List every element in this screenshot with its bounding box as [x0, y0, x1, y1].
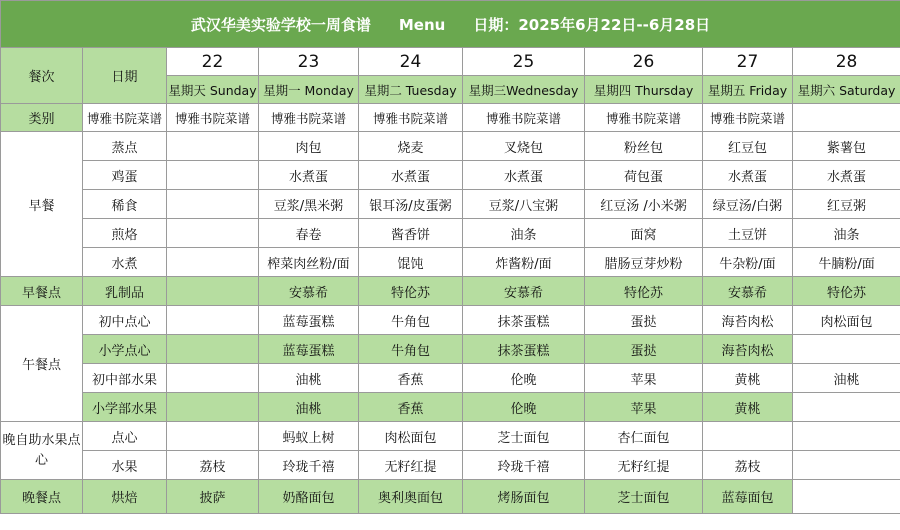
date-range: 日期：2025年6月22日--6月28日: [473, 15, 711, 34]
menu-cell: 安慕希: [703, 277, 793, 306]
menu-cell: 蛋挞: [585, 306, 703, 335]
menu-cell: 牛角包: [359, 335, 463, 364]
row-label: 烘焙: [83, 480, 167, 514]
group-evening-self-service: 晚自助水果点心: [1, 422, 83, 480]
menu-cell: [793, 451, 900, 480]
menu-cell: 水煮蛋: [259, 161, 359, 190]
menu-cell: 蛋挞: [585, 335, 703, 364]
day-number: 28: [793, 48, 900, 76]
menu-cell: 叉烧包: [463, 132, 585, 161]
menu-row: [1, 161, 900, 190]
menu-cell: 伦晚: [463, 393, 585, 422]
menu-cell: 伦晚: [463, 364, 585, 393]
menu-cell: 豆浆/八宝粥: [463, 190, 585, 219]
menu-cell: 抹茶蛋糕: [463, 335, 585, 364]
row-label: 煎烙: [83, 219, 167, 248]
menu-cell: 水煮蛋: [703, 161, 793, 190]
menu-cell: 油条: [793, 219, 900, 248]
menu-row: [1, 190, 900, 219]
menu-cell: 玲珑千禧: [259, 451, 359, 480]
row-label: 稀食: [83, 190, 167, 219]
menu-row: [1, 277, 900, 306]
menu-cell: [167, 132, 259, 161]
menu-cell: 芝士面包: [463, 422, 585, 451]
menu-row: [1, 422, 900, 451]
menu-row: [1, 480, 900, 514]
menu-cell: [793, 480, 900, 514]
menu-cell: 牛腩粉/面: [793, 248, 900, 277]
menu-cell: 榨菜肉丝粉/面: [259, 248, 359, 277]
menu-row: [1, 219, 900, 248]
menu-cell: [167, 248, 259, 277]
category-cell: 博雅书院菜谱: [703, 104, 793, 132]
menu-cell: 肉松面包: [359, 422, 463, 451]
weekday-label: 星期四 Thursday: [585, 76, 703, 104]
menu-cell: [703, 422, 793, 451]
menu-cell: [167, 335, 259, 364]
menu-cell: 酱香饼: [359, 219, 463, 248]
menu-cell: 牛杂粉/面: [703, 248, 793, 277]
row-label: 小学点心: [83, 335, 167, 364]
weekday-label: 星期五 Friday: [703, 76, 793, 104]
menu-row: [1, 248, 900, 277]
menu-cell: 苹果: [585, 364, 703, 393]
category-cell: 博雅书院菜谱: [585, 104, 703, 132]
menu-cell: 粉丝包: [585, 132, 703, 161]
page-title: [1, 1, 900, 48]
menu-cell: 蓝莓蛋糕: [259, 306, 359, 335]
menu-cell: 蚂蚁上树: [259, 422, 359, 451]
menu-row: [1, 132, 900, 161]
row-label: 小学部水果: [83, 393, 167, 422]
menu-cell: 油桃: [793, 364, 900, 393]
menu-cell: 紫薯包: [793, 132, 900, 161]
menu-cell: 水煮蛋: [463, 161, 585, 190]
category-cell: 博雅书院菜谱: [359, 104, 463, 132]
menu-cell: 奥利奥面包: [359, 480, 463, 514]
menu-cell: 绿豆汤/白粥: [703, 190, 793, 219]
menu-cell: 烤肠面包: [463, 480, 585, 514]
menu-cell: 蓝莓蛋糕: [259, 335, 359, 364]
menu-cell: 油桃: [259, 364, 359, 393]
menu-cell: [793, 393, 900, 422]
menu-cell: 安慕希: [259, 277, 359, 306]
menu-cell: 炸酱粉/面: [463, 248, 585, 277]
menu-cell: 抹茶蛋糕: [463, 306, 585, 335]
menu-row: [1, 364, 900, 393]
school-menu-title: 武汉华美实验学校一周食谱: [190, 15, 371, 34]
menu-cell: 荷包蛋: [585, 161, 703, 190]
menu-cell: 水煮蛋: [359, 161, 463, 190]
menu-cell: 荔枝: [167, 451, 259, 480]
menu-row: [1, 393, 900, 422]
weekday-label: 星期二 Tuesday: [359, 76, 463, 104]
row-label: 水果: [83, 451, 167, 480]
group-breakfast: 早餐: [1, 132, 83, 277]
menu-cell: 黄桃: [703, 364, 793, 393]
menu-row: [1, 306, 900, 335]
menu-cell: 烧麦: [359, 132, 463, 161]
day-number: 26: [585, 48, 703, 76]
row-label: 蒸点: [83, 132, 167, 161]
menu-cell: 牛角包: [359, 306, 463, 335]
day-number: 25: [463, 48, 585, 76]
menu-cell: [167, 219, 259, 248]
menu-cell: [167, 306, 259, 335]
menu-cell: [167, 364, 259, 393]
row-label: 乳制品: [83, 277, 167, 306]
menu-cell: [167, 393, 259, 422]
row-label: 初中点心: [83, 306, 167, 335]
menu-cell: 油桃: [259, 393, 359, 422]
menu-cell: 苹果: [585, 393, 703, 422]
menu-cell: 油条: [463, 219, 585, 248]
row-label: 点心: [83, 422, 167, 451]
group-dinner-snack: 晚餐点: [1, 480, 83, 514]
menu-cell: 红豆汤 /小米粥: [585, 190, 703, 219]
menu-cell: 银耳汤/皮蛋粥: [359, 190, 463, 219]
row-label: 鸡蛋: [83, 161, 167, 190]
menu-row: [1, 451, 900, 480]
menu-cell: 奶酪面包: [259, 480, 359, 514]
group-breakfast-snack: 早餐点: [1, 277, 83, 306]
group-lunch-snack: 午餐点: [1, 306, 83, 422]
menu-cell: 特伦苏: [585, 277, 703, 306]
menu-cell: 豆浆/黑米粥: [259, 190, 359, 219]
menu-cell: 馄饨: [359, 248, 463, 277]
menu-cell: [793, 335, 900, 364]
menu-label: Menu: [398, 15, 446, 34]
menu-row: [1, 335, 900, 364]
menu-cell: 蓝莓面包: [703, 480, 793, 514]
menu-cell: 无籽红提: [585, 451, 703, 480]
menu-cell: [793, 422, 900, 451]
date-header: 日期: [83, 48, 167, 104]
menu-cell: 红豆包: [703, 132, 793, 161]
menu-cell: 香蕉: [359, 393, 463, 422]
menu-cell: 肉包: [259, 132, 359, 161]
menu-cell: [167, 190, 259, 219]
menu-cell: [167, 277, 259, 306]
day-number: 24: [359, 48, 463, 76]
weekday-label: 星期一 Monday: [259, 76, 359, 104]
menu-cell: 特伦苏: [359, 277, 463, 306]
weekday-label: 星期三Wednesday: [463, 76, 585, 104]
category-row: [1, 104, 900, 132]
menu-cell: 海苔肉松: [703, 306, 793, 335]
menu-cell: 香蕉: [359, 364, 463, 393]
category-cell: 博雅书院菜谱: [259, 104, 359, 132]
category-cell: 博雅书院菜谱: [83, 104, 167, 132]
menu-cell: [167, 422, 259, 451]
meal-header: 餐次: [1, 48, 83, 104]
menu-cell: 芝士面包: [585, 480, 703, 514]
menu-cell: 肉松面包: [793, 306, 900, 335]
weekday-label: 星期六 Saturday: [793, 76, 900, 104]
menu-cell: 披萨: [167, 480, 259, 514]
menu-cell: 玲珑千禧: [463, 451, 585, 480]
title-row: [1, 1, 900, 48]
menu-cell: 红豆粥: [793, 190, 900, 219]
menu-cell: 特伦苏: [793, 277, 900, 306]
weekday-label: 星期天 Sunday: [167, 76, 259, 104]
day-number: 23: [259, 48, 359, 76]
category-cell: 博雅书院菜谱: [463, 104, 585, 132]
row-label: 水煮: [83, 248, 167, 277]
menu-cell: 土豆饼: [703, 219, 793, 248]
menu-cell: 无籽红提: [359, 451, 463, 480]
menu-cell: 安慕希: [463, 277, 585, 306]
menu-cell: 杏仁面包: [585, 422, 703, 451]
menu-cell: 荔枝: [703, 451, 793, 480]
day-number: 27: [703, 48, 793, 76]
menu-cell: 水煮蛋: [793, 161, 900, 190]
category-cell: 博雅书院菜谱: [167, 104, 259, 132]
menu-cell: 春卷: [259, 219, 359, 248]
menu-cell: 海苔肉松: [703, 335, 793, 364]
category-header: 类别: [1, 104, 83, 132]
day-number-row: [1, 48, 900, 76]
menu-cell: 黄桃: [703, 393, 793, 422]
menu-cell: 面窝: [585, 219, 703, 248]
day-number: 22: [167, 48, 259, 76]
menu-cell: [167, 161, 259, 190]
menu-cell: 腊肠豆芽炒粉: [585, 248, 703, 277]
row-label: 初中部水果: [83, 364, 167, 393]
